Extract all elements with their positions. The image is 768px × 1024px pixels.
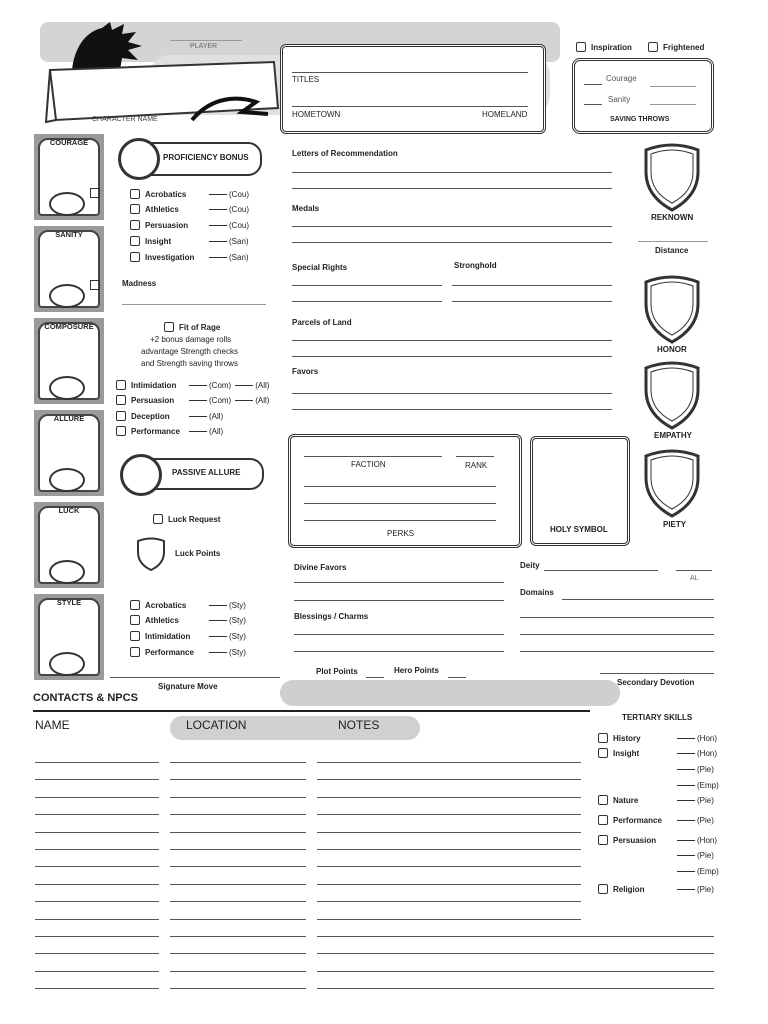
luck-points-shield-icon[interactable] [134, 536, 168, 572]
player-line [170, 40, 242, 41]
hero-points-label: Hero Points [394, 666, 439, 675]
perks-line-3[interactable] [304, 520, 496, 521]
holy-symbol-label: HOLY SYMBOL [550, 525, 608, 534]
plot-points-label: Plot Points [316, 667, 358, 676]
contact-line[interactable] [35, 884, 159, 885]
contact-line[interactable] [317, 936, 714, 937]
character-name-label: CHARACTER NAME [92, 116, 158, 123]
fit-of-rage-line3: and Strength saving throws [141, 359, 238, 368]
skill-performance-all[interactable]: Performance (All) [116, 426, 223, 436]
contact-line[interactable] [35, 866, 159, 867]
contact-line[interactable] [317, 866, 581, 867]
checkbox-icon [130, 220, 140, 230]
divine-favors-line-1[interactable] [294, 582, 504, 583]
contact-line[interactable] [35, 936, 159, 937]
special-rights-label: Special Rights [292, 263, 348, 272]
skill-persuasion-cou[interactable]: Persuasion (Cou) [130, 220, 249, 230]
hero-points-line[interactable] [448, 677, 466, 678]
contact-line[interactable] [170, 849, 306, 850]
empathy-label: EMPATHY [654, 431, 692, 440]
blessings-line-2[interactable] [294, 651, 504, 652]
tertiary-skill-item [598, 850, 714, 860]
tertiary-skill-item[interactable] [598, 795, 714, 805]
faction-line[interactable] [304, 456, 442, 457]
distance-label: Distance [655, 246, 689, 255]
checkbox-icon [153, 514, 163, 524]
proficiency-bonus-label: PROFICIENCY BONUS [163, 153, 249, 162]
tertiary-skill-item[interactable] [598, 748, 717, 758]
fit-of-rage-line1: +2 bonus damage rolls [150, 335, 232, 344]
contact-line[interactable] [317, 849, 581, 850]
frightened-checkbox[interactable]: Frightened [648, 42, 704, 52]
favors-label: Favors [292, 367, 319, 376]
skill-acrobatics-cou[interactable]: Acrobatics (Cou) [130, 189, 249, 199]
al-label: AL [690, 575, 699, 582]
contact-line[interactable] [35, 797, 159, 798]
reknown-label: REKNOWN [651, 213, 694, 222]
sanity-save-label: Sanity [608, 95, 631, 104]
stronghold-line-2[interactable] [452, 301, 612, 302]
contact-line[interactable] [317, 901, 581, 902]
tertiary-skill-item [598, 866, 719, 876]
homeland-label: HOMELAND [482, 110, 528, 119]
titles-label: TITLES [292, 75, 320, 84]
courage-save-blank[interactable] [584, 84, 602, 85]
skill-athletics-sty[interactable]: Athletics (Sty) [130, 615, 246, 625]
tertiary-skill-attr: (Pie) [697, 815, 714, 825]
contact-line[interactable] [35, 832, 159, 833]
contact-line[interactable] [317, 814, 581, 815]
titles-line[interactable] [292, 72, 528, 73]
skill-persuasion-com[interactable]: Persuasion (Com) (All) [116, 395, 269, 405]
stat-allure[interactable]: ALLURE [34, 410, 104, 496]
contact-line[interactable] [35, 779, 159, 780]
favors-line-2[interactable] [292, 409, 612, 410]
secondary-devotion-line[interactable] [600, 673, 714, 674]
checkbox-icon [130, 647, 140, 657]
domains-line-2[interactable] [520, 617, 714, 618]
domains-line-3[interactable] [520, 634, 714, 635]
checkbox-icon [116, 395, 126, 405]
contact-line[interactable] [170, 797, 306, 798]
luck-points-label: Luck Points [175, 549, 221, 558]
deity-label: Deity [520, 561, 540, 570]
contact-line[interactable] [317, 762, 581, 763]
skill-deception-all[interactable]: Deception (All) [116, 411, 223, 421]
courage-save-line [650, 86, 696, 87]
deity-line[interactable] [544, 570, 658, 571]
skill-investigation-san[interactable]: Investigation (San) [130, 252, 249, 262]
checkbox-icon [598, 733, 608, 743]
tertiary-skill-attr: (Hon) [697, 835, 718, 845]
character-name-field[interactable] [60, 70, 230, 106]
skill-intimidation-com[interactable]: Intimidation (Com) (All) [116, 380, 269, 390]
madness-label: Madness [122, 279, 157, 288]
contact-line[interactable] [317, 797, 581, 798]
empathy-shield-icon[interactable] [640, 358, 704, 430]
madness-line[interactable] [122, 304, 266, 305]
contact-line[interactable] [317, 884, 581, 885]
letters-line-1[interactable] [292, 172, 612, 173]
signature-move-line[interactable] [110, 677, 280, 678]
tertiary-skill-name: Nature [613, 795, 639, 805]
stronghold-line-1[interactable] [452, 285, 612, 286]
contact-line[interactable] [170, 971, 306, 972]
contacts-title: CONTACTS & NPCS [33, 692, 138, 704]
divine-favors-label: Divine Favors [294, 563, 347, 572]
courage-save-label: Courage [606, 74, 637, 83]
skill-acrobatics-sty[interactable]: Acrobatics (Sty) [130, 600, 246, 610]
tertiary-skill-item [598, 780, 719, 790]
special-rights-line-1[interactable] [292, 285, 442, 286]
checkbox-icon [116, 380, 126, 390]
stat-luck[interactable]: LUCK [34, 502, 104, 588]
medals-label: Medals [292, 204, 320, 213]
honor-label: HONOR [657, 345, 687, 354]
tertiary-skill-attr: (Pie) [697, 795, 714, 805]
contact-line[interactable] [35, 953, 159, 954]
titles-box [280, 44, 546, 134]
letters-line-2[interactable] [292, 188, 612, 189]
checkbox-icon [576, 42, 586, 52]
contact-line[interactable] [170, 988, 306, 989]
hometown-line[interactable] [292, 106, 528, 107]
skill-performance-sty[interactable]: Performance (Sty) [130, 647, 246, 657]
piety-label: PIETY [663, 520, 687, 529]
passive-allure-label: PASSIVE ALLURE [172, 468, 241, 477]
tertiary-skill-item[interactable] [598, 815, 714, 825]
contact-line[interactable] [170, 762, 306, 763]
contact-line[interactable] [170, 953, 306, 954]
checkbox-icon [130, 631, 140, 641]
perks-label: PERKS [387, 529, 415, 538]
checkbox-icon [130, 615, 140, 625]
contact-line[interactable] [35, 814, 159, 815]
contact-line[interactable] [170, 814, 306, 815]
tertiary-skill-item[interactable] [598, 835, 717, 845]
contact-line[interactable] [317, 919, 581, 920]
contact-line[interactable] [170, 901, 306, 902]
contacts-notes-header: NOTES [338, 718, 380, 732]
checkbox-icon [598, 815, 608, 825]
contacts-brush [280, 680, 620, 706]
tertiary-skill-name: Persuasion [613, 835, 657, 845]
fit-of-rage-checkbox[interactable]: Fit of Rage [164, 322, 220, 332]
domains-line-4[interactable] [520, 651, 714, 652]
tertiary-skill-attr: (Emp) [697, 866, 719, 876]
honor-shield-icon[interactable] [640, 272, 704, 344]
contacts-location-header: LOCATION [186, 718, 247, 732]
player-label: PLAYER [190, 43, 218, 50]
contact-line[interactable] [35, 901, 159, 902]
checkbox-icon [598, 884, 608, 894]
stat-composure[interactable]: COMPOSURE [34, 318, 104, 404]
tertiary-skill-attr: (Emp) [697, 780, 719, 790]
contact-line[interactable] [317, 832, 581, 833]
contact-line[interactable] [35, 919, 159, 920]
skill-athletics-cou[interactable]: Athletics (Cou) [130, 204, 249, 214]
contact-line[interactable] [317, 988, 714, 989]
plot-points-line[interactable] [366, 677, 384, 678]
piety-shield-icon[interactable] [640, 446, 704, 518]
medals-line-1[interactable] [292, 226, 612, 227]
tertiary-skill-item[interactable] [598, 733, 717, 743]
parcels-line-2[interactable] [292, 356, 612, 357]
sanity-save-line [650, 104, 696, 105]
stat-courage[interactable]: COURAGE [34, 134, 104, 220]
letters-label: Letters of Recommendation [292, 149, 398, 158]
contact-line[interactable] [170, 919, 306, 920]
stronghold-label: Stronghold [454, 261, 497, 270]
contact-line[interactable] [170, 884, 306, 885]
checkbox-icon [116, 411, 126, 421]
proficiency-bonus-circle[interactable] [118, 138, 160, 180]
contact-line[interactable] [170, 866, 306, 867]
checkbox-icon [598, 795, 608, 805]
checkbox-icon [648, 42, 658, 52]
special-rights-line-2[interactable] [292, 301, 442, 302]
tertiary-skill-item [598, 764, 714, 774]
tertiary-skill-attr: (Hon) [697, 733, 718, 743]
checkbox-icon [130, 252, 140, 262]
tertiary-skill-attr: (Pie) [697, 884, 714, 894]
parcels-line-1[interactable] [292, 340, 612, 341]
contacts-name-header: NAME [35, 718, 70, 732]
contact-line[interactable] [35, 762, 159, 763]
saving-throws-label: SAVING THROWS [610, 116, 670, 123]
checkbox-icon [130, 189, 140, 199]
perks-line-2[interactable] [304, 503, 496, 504]
blessings-label: Blessings / Charms [294, 612, 369, 621]
stat-style[interactable]: STYLE [34, 594, 104, 680]
checkbox-icon [598, 835, 608, 845]
rank-label: RANK [465, 461, 488, 470]
perks-line-1[interactable] [304, 486, 496, 487]
tertiary-skill-item[interactable] [598, 884, 714, 894]
parcels-label: Parcels of Land [292, 318, 352, 327]
medals-line-2[interactable] [292, 242, 612, 243]
tertiary-skill-attr: (Pie) [697, 764, 714, 774]
contact-line[interactable] [35, 988, 159, 989]
contact-line[interactable] [170, 779, 306, 780]
contacts-rule [33, 710, 590, 712]
checkbox-icon [130, 204, 140, 214]
contact-line[interactable] [35, 971, 159, 972]
stat-sanity[interactable]: SANITY [34, 226, 104, 312]
faction-label: FACTION [351, 460, 386, 469]
checkbox-icon [130, 600, 140, 610]
tertiary-skill-name: Religion [613, 884, 645, 894]
domains-label: Domains [520, 588, 554, 597]
blessings-line-1[interactable] [294, 634, 504, 635]
contact-line[interactable] [317, 779, 581, 780]
skill-insight-san[interactable]: Insight (San) [130, 236, 249, 246]
reknown-shield-icon[interactable] [640, 140, 704, 212]
checkbox-icon [116, 426, 126, 436]
fit-of-rage-line2: advantage Strength checks [141, 347, 238, 356]
tertiary-skill-attr: (Pie) [697, 850, 714, 860]
contact-line[interactable] [317, 953, 714, 954]
passive-allure-circle[interactable] [120, 454, 162, 496]
tertiary-skills-title: TERTIARY SKILLS [622, 713, 693, 722]
secondary-devotion-label: Secondary Devotion [617, 678, 695, 687]
contact-line[interactable] [317, 971, 714, 972]
rank-line[interactable] [456, 456, 494, 457]
tertiary-skill-name: Performance [613, 815, 662, 825]
divine-favors-line-2[interactable] [294, 600, 504, 601]
skill-intimidation-sty[interactable]: Intimidation (Sty) [130, 631, 246, 641]
al-line[interactable] [676, 570, 712, 571]
contact-line[interactable] [170, 832, 306, 833]
contact-line[interactable] [35, 849, 159, 850]
inspiration-checkbox[interactable]: Inspiration [576, 42, 632, 52]
luck-request-checkbox[interactable]: Luck Request [153, 514, 220, 524]
tertiary-skill-attr: (Hon) [697, 748, 718, 758]
distance-line[interactable] [638, 241, 708, 242]
tertiary-skill-name: Insight [613, 748, 640, 758]
checkbox-icon [598, 748, 608, 758]
contact-line[interactable] [170, 936, 306, 937]
favors-line-1[interactable] [292, 393, 612, 394]
signature-move-label: Signature Move [158, 682, 218, 691]
sanity-save-blank[interactable] [584, 104, 602, 105]
domains-line-1[interactable] [562, 599, 714, 600]
hometown-label: HOMETOWN [292, 110, 341, 119]
checkbox-icon [130, 236, 140, 246]
tertiary-skill-name: History [613, 733, 641, 743]
checkbox-icon [164, 322, 174, 332]
